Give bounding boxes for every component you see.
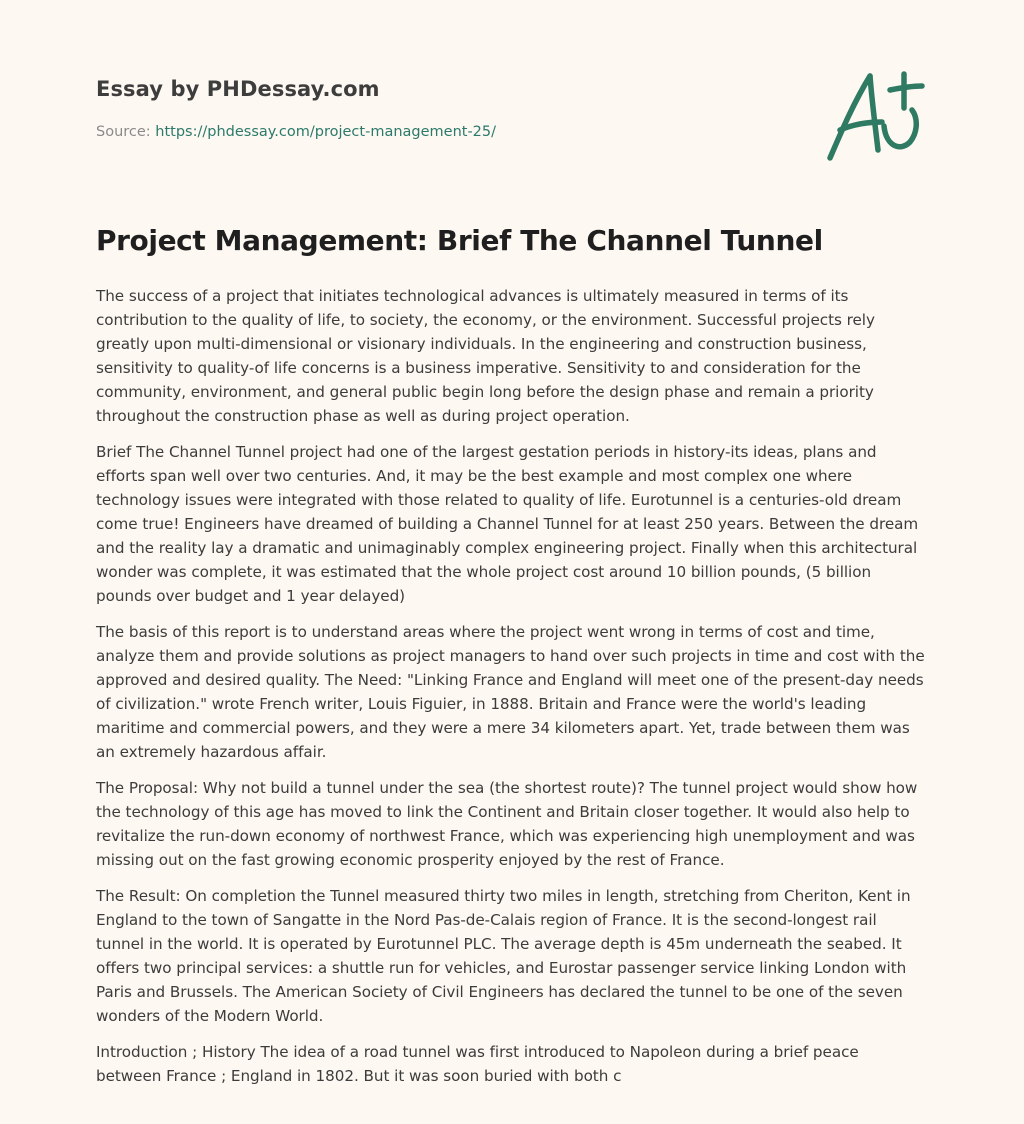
paragraph-4: The Proposal: Why not build a tunnel under the sea (the shortest route)? The tunnel project would show how the technology of this age has moved to link the Continent and Britain closer together. It would also help to revitalize the run-down economy of northwest France, which was experiencing high unemployment and was missing out on the fast growing economic prosperity enjoyed by the rest of France. [96, 779, 918, 869]
source-label: Source: [96, 124, 151, 140]
paragraph-3: The basis of this report is to understand areas where the project went wrong in terms of cost and time, analyze them and provide solutions as project managers to hand over such projects in time and cost with the approved and desired quality. The Need: "Linking France and England will meet one of the present-day needs of civilization." wrote French writer, Louis Figuier, in 1888. Britain and France were the world's leading maritime and commercial powers, and they were a mere 34 kilometers apart. Yet, trade between them was an extremely hazardous affair. [96, 623, 925, 761]
a-plus-logo-icon [820, 66, 928, 166]
paragraph-5: The Result: On completion the Tunnel measured thirty two miles in length, stretching from Cheriton, Kent in England to the town of Sangatte in the Nord Pas-de-Calais region of France. It is the second-longest rail tunnel in the world. It is operated by Eurotunnel PLC. The average depth is 45m underneath the seabed. It offers two principal services: a shuttle run for vehicles, and Eurostar passenger service linking London with Paris and Brussels. The American Society of Civil Engineers has declared the tunnel to be one of the seven wonders of the Modern World. [96, 887, 911, 1025]
paragraph-6: Introduction ; History The idea of a road tunnel was first introduced to Napoleon during a brief peace between France ; England in 1802. But it was soon buried with both c [96, 1043, 859, 1085]
paragraph-1: The success of a project that initiates technological advances is ultimately measured in terms of its contribution to the quality of life, to society, the economy, or the environment. Successful projects rely greatly upon multi-dimensional or visionary individuals. In the engineering and construction business, sensitivity to quality-of life concerns is a business imperative. Sensitivity to and consideration for the community, environment, and general public begin long before the design phase and remain a priority throughout the construction phase as well as during project operation. [96, 287, 875, 425]
site-brand: Essay by PHDessay.com [96, 77, 380, 101]
source-line [96, 124, 496, 140]
essay-title: Project Management: Brief The Channel Tunnel [96, 224, 823, 257]
source-link[interactable]: https://phdessay.com/project-management-25/ [155, 124, 497, 140]
paragraph-2: Brief The Channel Tunnel project had one of the largest gestation periods in history-its ideas, plans and efforts span well over two centuries. And, it may be the best example and most complex one where technology issues were integrated with those related to quality of life. Eurotunnel is a centuries-old dream come true! Engineers have dreamed of building a Channel Tunnel for at least 250 years. Between the dream and the reality lay a dramatic and unimaginably complex engineering project. Finally when this architectural wonder was complete, it was estimated that the whole project cost around 10 billion pounds, (5 billion pounds over budget and 1 year delayed) [96, 443, 919, 605]
essay-body [96, 284, 928, 1100]
